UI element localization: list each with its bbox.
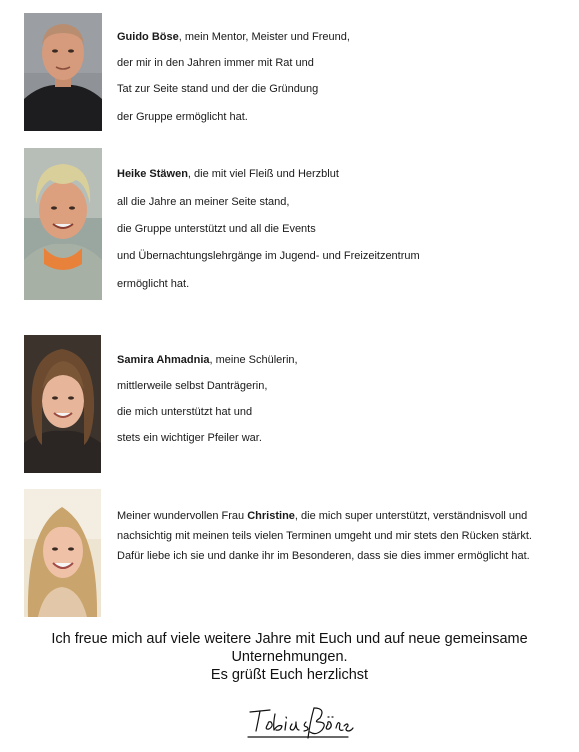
text-line: , mein Mentor, Meister und Freund,	[178, 31, 350, 43]
photo-guido	[24, 13, 102, 131]
closing-line: Unternehmungen.	[231, 649, 348, 665]
name-guido: Guido Böse	[117, 31, 179, 43]
photo-christine	[24, 489, 101, 617]
text-line: , die mit viel Fleiß und Herzblut	[187, 168, 339, 180]
text-block-guido	[117, 31, 557, 131]
closing-line: Ich freue mich auf viele weitere Jahre mit Euch und auf neue gemeinsame	[51, 631, 528, 647]
text-line: stets ein wichtiger Pfeiler war.	[117, 432, 262, 444]
text-line: nachsichtig mit meinen teils vielen Terminen umgeht und mir stets den Rücken stärkt.	[117, 530, 532, 542]
text-line: der mir in den Jahren immer mit Rat und	[117, 57, 314, 69]
text-line: die mich unterstützt hat und	[117, 406, 253, 418]
signature	[244, 700, 356, 742]
text-line: , meine Schülerin,	[209, 354, 298, 366]
photo-heike	[24, 148, 102, 300]
text-line: Meiner wundervollen Frau	[117, 510, 248, 522]
photo-samira	[24, 335, 101, 473]
text-line: , die mich super unterstützt, verständnisvoll und	[294, 510, 528, 522]
text-line: die Gruppe unterstützt und all die Events	[117, 223, 316, 235]
text-line: und Übernachtungslehrgänge im Jugend- und Freizeitzentrum	[117, 250, 420, 262]
text-line: mittlerweile selbst Danträgerin,	[117, 380, 268, 392]
text-line: all die Jahre an meiner Seite stand,	[117, 196, 290, 208]
text-line: Dafür liebe ich sie und danke ihr im Besonderen, dass sie dies immer ermöglicht hat.	[117, 550, 530, 562]
name-samira: Samira Ahmadnia	[117, 354, 210, 366]
text-block-christine	[117, 510, 567, 570]
text-block-heike	[117, 168, 567, 298]
closing-message	[0, 630, 579, 684]
text-line: ermöglicht hat.	[117, 278, 190, 290]
name-christine: Christine	[247, 510, 295, 522]
closing-line: Es grüßt Euch herzlichst	[210, 667, 369, 683]
text-line: Tat zur Seite stand und der die Gründung	[117, 83, 319, 95]
text-line: der Gruppe ermöglicht hat.	[117, 111, 248, 123]
name-heike: Heike Stäwen	[117, 168, 188, 180]
text-block-samira	[117, 354, 557, 454]
